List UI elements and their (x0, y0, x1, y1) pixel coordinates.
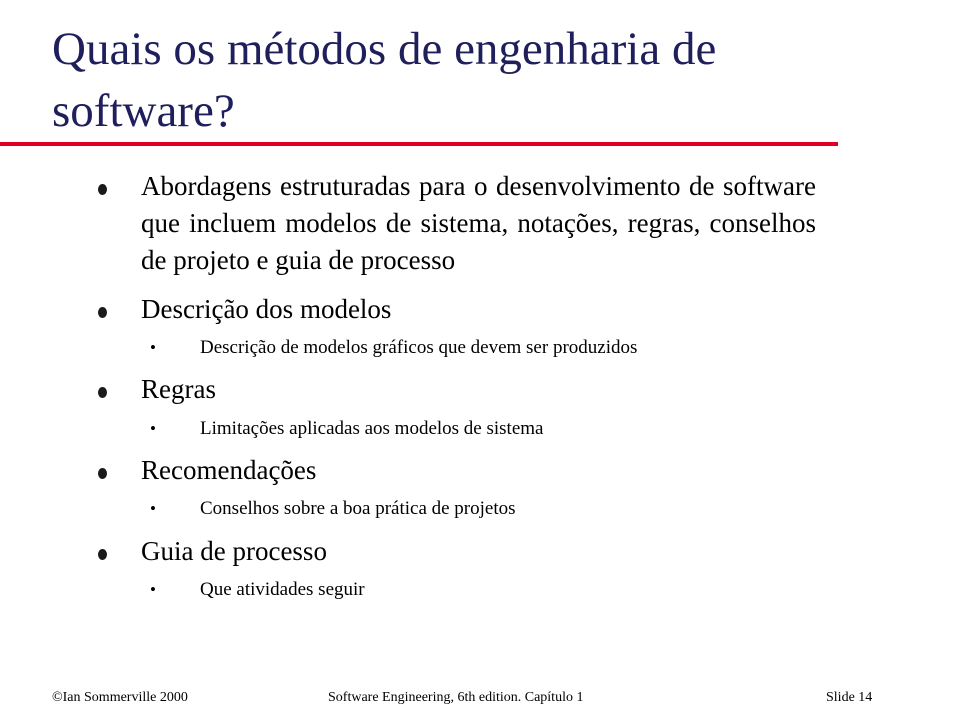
footer-slide-number: Slide 14 (826, 690, 873, 705)
bullet-text: Abordagens estruturadas para o desenvolvimento de software que incluem modelos de sistema, notações, regras, conselhos de projeto e guia de processo (141, 171, 816, 275)
sub-bullet-marker: • (150, 580, 156, 599)
bullet-dot-icon (98, 549, 107, 560)
bullet-dot-icon (98, 387, 107, 398)
sub-bullet-text: Descrição de modelos gráficos que devem ser produzidos (200, 337, 638, 358)
bullet-dot-icon (98, 468, 107, 479)
sub-bullet-marker: • (150, 419, 156, 438)
bullet-text: Descrição dos modelos (141, 294, 392, 324)
bullet-text: Regras (141, 374, 216, 404)
bullet-text: Guia de processo (141, 536, 327, 566)
sub-bullet-marker: • (150, 338, 156, 357)
sub-bullet-text: Que atividades seguir (200, 579, 365, 600)
sub-bullet-marker: • (150, 499, 156, 518)
bullet-text: Recomendações (141, 455, 317, 485)
sub-bullet-text: Limitações aplicadas aos modelos de sistema (200, 418, 544, 439)
sub-bullet-text: Conselhos sobre a boa prática de projetos (200, 498, 516, 519)
footer-book-title: Software Engineering, 6th edition. Capítulo 1 (328, 690, 584, 705)
footer-copyright: ©Ian Sommerville 2000 (52, 690, 188, 705)
bullet-dot-icon (98, 307, 107, 318)
slide-title: Quais os métodos de engenharia de software? (52, 23, 717, 137)
bullet-dot-icon (98, 184, 107, 195)
